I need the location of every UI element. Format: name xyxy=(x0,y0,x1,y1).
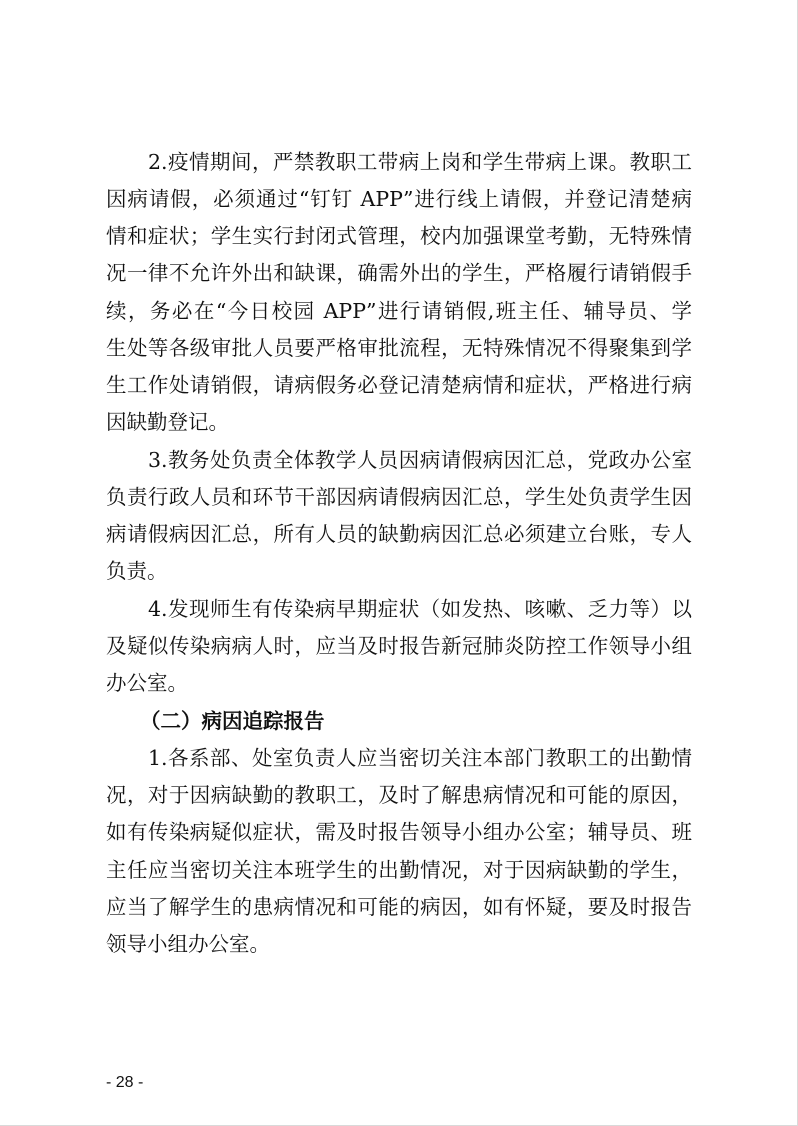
section-heading: （二）病因追踪报告 xyxy=(140,709,325,733)
paragraph-3-line-2: 负责行政人员和环节干部因病请假病因汇总，学生处负责学生因 xyxy=(106,485,692,509)
paragraph-2-line-5: 续，务必在“今日校园 APP”进行请销假,班主任、辅导员、学 xyxy=(106,299,692,323)
paragraph-5-line-6: 领导小组办公室。 xyxy=(106,932,270,956)
paragraph-2-line-4: 况一律不允许外出和缺课，确需外出的学生，严格履行请销假手 xyxy=(106,261,692,285)
paragraph-4-line-1: 4.发现师生有传染病早期症状（如发热、咳嗽、乏力等）以 xyxy=(148,597,692,621)
paragraph-5-line-3: 如有传染病疑似症状，需及时报告领导小组办公室；辅导员、班 xyxy=(106,820,692,844)
paragraph-5-line-4: 主任应当密切关注本班学生的出勤情况，对于因病缺勤的学生， xyxy=(106,858,692,882)
paragraph-3-line-1: 3.教务处负责全体教学人员因病请假病因汇总，党政办公室 xyxy=(148,448,692,472)
paragraph-3-line-4: 负责。 xyxy=(106,559,168,583)
paragraph-2-line-8: 因缺勤登记。 xyxy=(106,410,229,434)
paragraph-4-line-2: 及疑似传染病病人时，应当及时报告新冠肺炎防控工作领导小组 xyxy=(106,634,692,658)
paragraph-3-line-3: 病请假病因汇总，所有人员的缺勤病因汇总必须建立台账，专人 xyxy=(106,522,692,546)
paragraph-2-line-2: 因病请假，必须通过“钉钉 APP”进行线上请假，并登记清楚病 xyxy=(106,187,692,211)
paragraph-5-line-2: 况，对于因病缺勤的教职工，及时了解患病情况和可能的原因， xyxy=(106,783,692,807)
paragraph-2-line-3: 情和症状；学生实行封闭式管理，校内加强课堂考勤，无特殊情 xyxy=(106,224,692,248)
paragraph-5-line-1: 1.各系部、处室负责人应当密切关注本部门教职工的出勤情 xyxy=(148,746,692,770)
paragraph-2-line-6: 生处等各级审批人员要严格审批流程，无特殊情况不得聚集到学 xyxy=(106,336,692,360)
paragraph-2-line-1: 2.疫情期间，严禁教职工带病上岗和学生带病上课。教职工 xyxy=(148,150,692,174)
page-number: - 28 - xyxy=(106,1074,144,1091)
paragraph-5-line-5: 应当了解学生的患病情况和可能的病因，如有怀疑，要及时报告 xyxy=(106,895,692,919)
paragraph-4-line-3: 办公室。 xyxy=(106,671,188,695)
paragraph-2-line-7: 生工作处请销假，请病假务必登记清楚病情和症状，严格进行病 xyxy=(106,373,692,397)
